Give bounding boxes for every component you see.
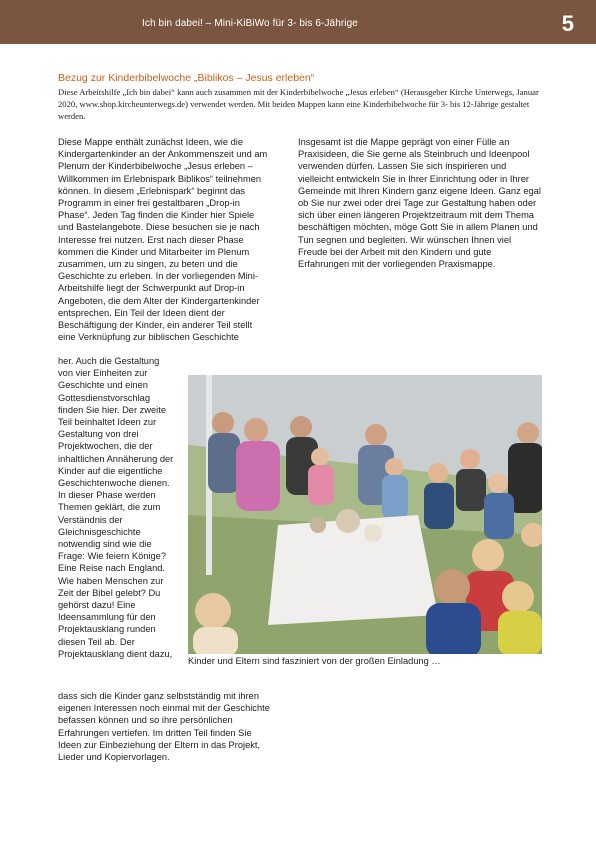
photo-caption: Kinder und Eltern sind fasziniert von der großen Einladung … (188, 656, 441, 666)
body-text-left-narrow: her. Auch die Gestaltung von vier Einheiten zur Geschichte und einen Gottesdienstvorschlag finden Sie hier. Der zweite Teil beinhaltet Ideen zur Gestaltung von drei Projektwochen, die der inhaltlichen Annäherung der Kinder auf die eigentliche Geschichtenwoche dienen. In dieser Phase werden Themen geklärt, die zum Verständnis der Gleichnisgeschichte notwendig sind wie die Frage: Wie feiern Könige? Eine Reise nach England. Wie haben Menschen zur Zeit der Bibel gelebt? Du gehörst dazu! Eine Ideensammlung für den Projektausklang runden diesen Teil ab. Der Projektausklang dient dazu, (58, 356, 174, 659)
page-number: 5 (561, 11, 574, 36)
body-text-left-bottom: dass sich die Kinder ganz selbstständig mit ihren eigenen Interessen noch einmal mit der Geschichte befassen können und so ihre persönlichen Erfahrungen vertiefen. Im dritten Teil finden Sie Ideen zur Einbeziehung der Eltern in das Projekt, Lieder und Kopiervorlagen. (58, 691, 270, 763)
header-title: Ich bin dabei! – Mini-KiBiWo für 3- bis 6-Jährige (142, 18, 358, 29)
group-photo (188, 375, 542, 654)
page-header (0, 0, 596, 44)
body-text-left-top: Diese Mappe enthält zunächst Ideen, wie die Kindergartenkinder an der Ankommenszeit und am Plenum der Kinderbibelwoche „Jesus erleben – Willkommen im Erlebnispark Biblikos“ teilnehmen können. In diesem „Erlebnispark“ beginnt das Programm in einer frei gestaltbaren „Drop-in Phase“. Jeden Tag finden die Kinder hier Spiele und Bastelangebote. Diese besuchen sie je nach Interesse frei nutzen. Erst nach dieser Phase kommen die Kinder und Mitarbeiter im Plenum zusammen, um zu singen, zu beten und die Geschichte zu erleben. In der vorliegenden Mini-Arbeitshilfe liegt der Schwerpunkt auf Drop-in Angeboten, die dem Alter der Kindergartenkinder entsprechen. Ein Teil der Ideen dient der Beschäftigung der Kinder, ein anderer Teil stellt eine Verknüpfung zur biblischen Geschichte (58, 137, 268, 343)
intro-paragraph: Diese Arbeitshilfe „Ich bin dabei“ kann auch zusammen mit der Kinderbibelwoche „Jesus erleben“ (Herausgeber Kirche Unterwegs, Januar 2020, www.shop.kircheunterwegs.de) verwendet werden. Mit beiden Mappen kann eine Kinderbibelwoche für 3- bis 12-Jährige gestaltet werden. (58, 87, 539, 122)
body-text-right: Insgesamt ist die Mappe geprägt von einer Fülle an Praxisideen, die Sie gerne als Steinbruch und Ideenpool verwenden dürfen. Lassen Sie sich inspirieren und vielleicht entwickeln Sie in Ihrer Einrichtung oder in Ihrer Gemeinde mit Ihren Kindern ganz eigene Ideen. Ganz egal ob Sie nur zwei oder drei Tage zur Gestaltung haben oder sich über einen längeren Projektzeitraum mit dem Thema beschäftigen möchten, möge Gott Sie in allem Planen und Tun segnen und begleiten. Wir wünschen Ihnen viel Freude bei der Arbeit mit den Kindern und gute Erfahrungen mit der vorliegenden Praxismappe. (298, 137, 541, 270)
section-heading: Bezug zur Kinderbibelwoche „Biblikos – Jesus erleben“ (58, 72, 315, 84)
